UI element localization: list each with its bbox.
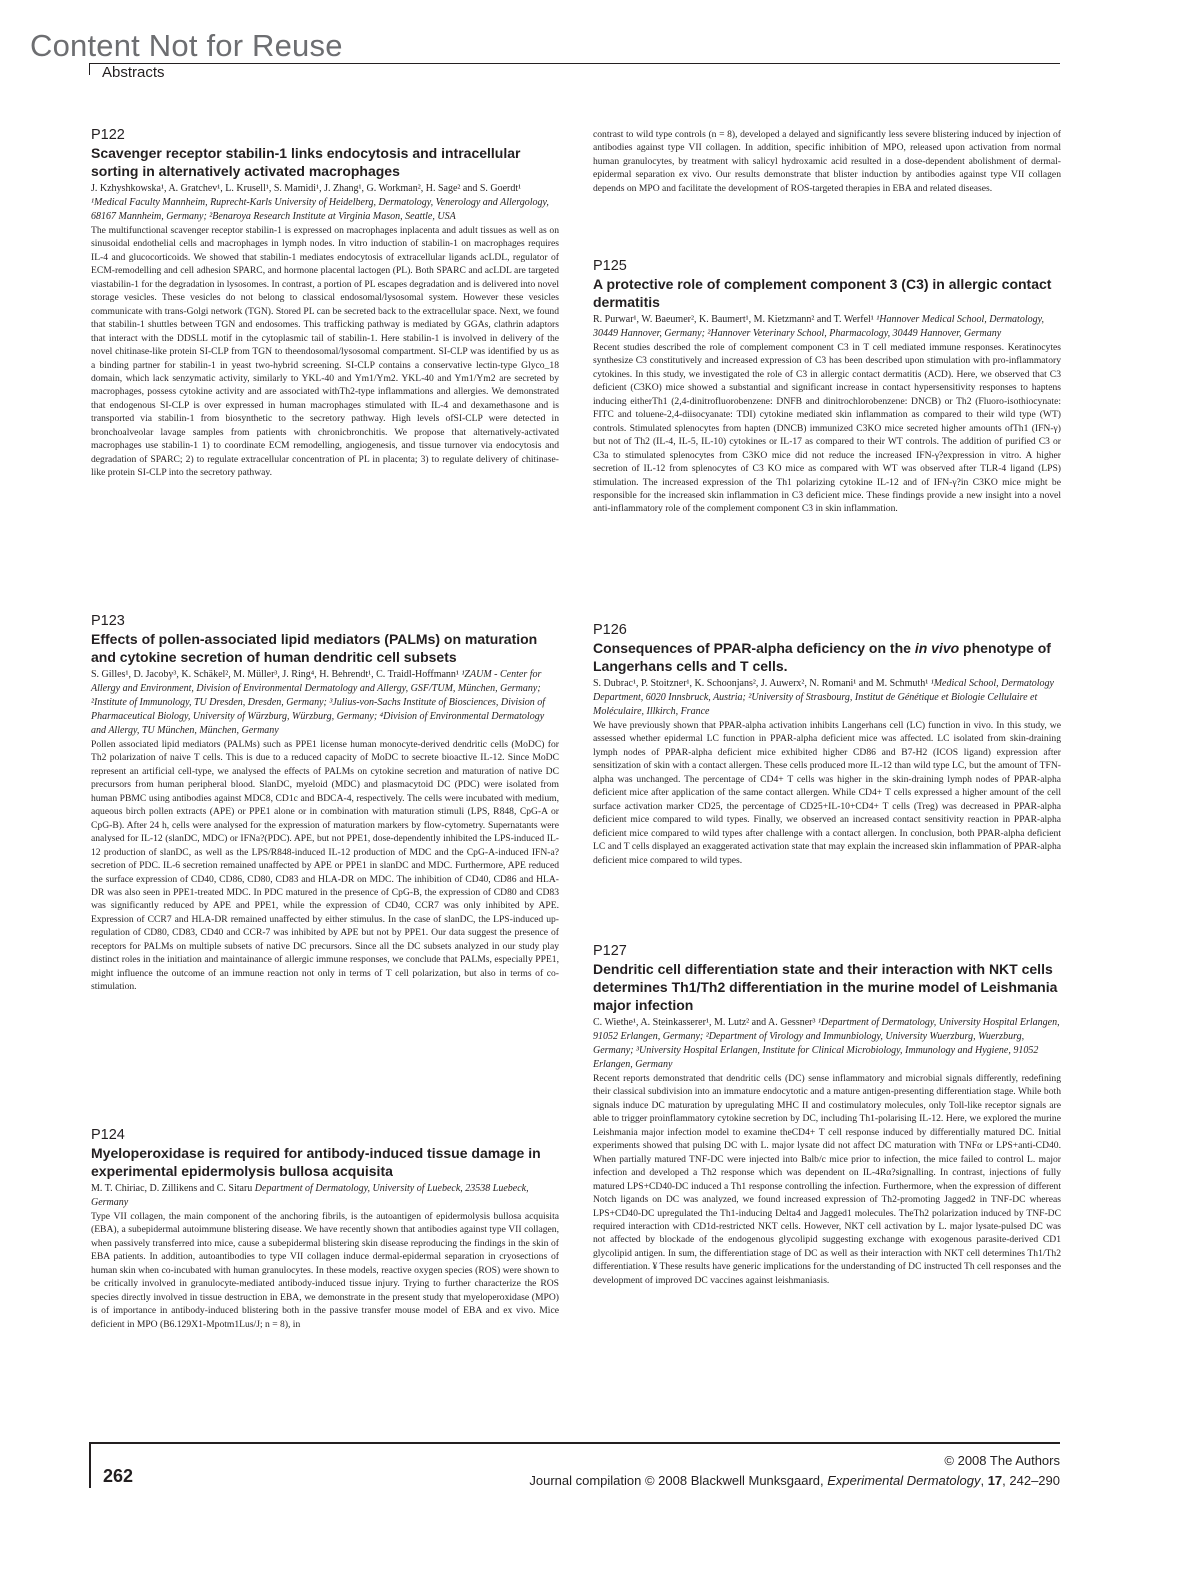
abstract-title [593,639,1061,675]
affiliations: Department of Dermatology, University of Luebeck, 23538 Luebeck, Germany [91,1183,529,1208]
title-part: phenotype of Langerhans cells and T cells. [593,640,1051,674]
abstract-authors [593,677,1061,719]
abstract-p126 [593,622,1061,867]
affiliations: ¹Hannover Medical School, Dermatology, 30449 Hannover, Germany; ²Hannover Veterinary School, Pharmacology, 30449 Hannover, Germany [593,314,1044,339]
abstract-id: P124 [91,1127,125,1143]
author-list: M. T. Chiriac, D. Zillikens and C. Sitaru [91,1183,253,1194]
abstract-p125 [593,258,1061,516]
abstract-id: P122 [91,127,125,143]
title-italic: in vivo [914,640,960,656]
author-list: S. Dubrac¹, P. Stoitzner¹, K. Schoonjans², J. Auwerx², N. Romani¹ and M. Schmuth¹ [593,678,929,689]
watermark: Content Not for Reuse [30,28,343,63]
author-list: R. Purwar¹, W. Baeumer², K. Baumert¹, M. Kietzmann² and T. Werfel¹ [593,314,874,325]
continuation-body: contrast to wild type controls (n = 8), developed a delayed and significantly less severe blistering induced by injection of antibodies against type VII collagen. In addition, specific inhibition of MPO, released upon activation from normal human granulocytes, by treatment with salicyl hydroxamic acid resulted in a dose-dependent abolishment of dermal-epidermal separation ex vivo. Our results demonstrate that blister induction by antibodies against type VII collagen depends on MPO and facilitate the development of ROS-targeted therapies in EBA and related diseases. [593,129,1061,194]
abstract-p124-continuation [593,128,1061,195]
abstract-p124 [91,1127,559,1331]
affiliations: ¹Medical School, Dermatology Department, 6020 Innsbruck, Austria; ²University of Strasbourg, Institut de Génétique et Biologie Cellulaire et Moléculaire, Illkirch, France [593,678,1054,717]
journal-citation [529,1473,1060,1488]
abstract-body: Pollen associated lipid mediators (PALMs) such as PPE1 license human monocyte-derived dendritic cells (MoDC) for Th2 polarization of naive T cells. This is due to a reduced capacity of MoDC to secrete bioactive IL-12. Since MoDC represent an artificial cell-type, we analysed the effects of PALMs on cytokine secretion and maturation of native DC precursors from human peripheral blood. SlanDC, myeloid (MDC) and plasmacytoid DC (PDC) were isolated from human PBMC using antibodies against MDC8, CD1c and BDCA-4, respectively. The cells were incubated with medium, aqueous birch pollen extracts (APE) or PPE1 alone or in combination with maturation stimuli (LPS, R848, CpG-A or CpG-B). After 24 h, cells were analysed for the expression of maturation markers by flow-cytometry. Supernatants were analysed for IL-12 (slanDC, MDC) or IFNa?(PDC). APE, but not PPE1, dose-dependently inhibited the LPS-induced IL-12 production of slanDC, as well as the LPS/R848-induced IL-12 production of MDC and the CpG-A-induced IFN-a?secretion of PDC. IL-6 secretion remained unaffected by APE or PPE1 in slanDC and MDC. Furthermore, APE reduced the surface expression of CD40, CD86, CD80, CD83 and HLA-DR on MDC. The inhibition of CD40, CD86 and HLA-DR was also seen in PPE1-treated MDC. In PDC matured in the presence of CpG-B, the expression of CD80 and CD83 was significantly reduced by APE and PPE1, while the expression of CD40, CCR7 was only inhibited by APE. Expression of CCR7 and HLA-DR remained unaffected by either stimulus. In the case of slanDC, the LPS-induced up-regulation of CD80, CD83, CD40 and CCR-7 was inhibited by APE but not by PPE1. Our data suggest the presence of receptors for PALMs on multiple subsets of native DC precursors. Since all the DC subsets analyzed in our study play distinct roles in the initiation and maintainance of allergic immune responses, we conclude that PALMs, especially PPE1, might influence the outcome of an immune reaction not only in terms of T cell polarization, but also in terms of co-stimulation. [91,739,559,993]
abstract-title: Myeloperoxidase is required for antibody-induced tissue damage in experimental epidermolysis bullosa acquisita [91,1145,541,1179]
affiliations: ¹Medical Faculty Mannheim, Ruprecht-Karls University of Heidelberg, Dermatology, Venerology and Allergology, 68167 Mannheim, Germany; ²Benaroya Research Institute at Virginia Mason, Seattle, USA [91,197,549,222]
author-list: C. Wiethe¹, A. Steinkasserer¹, M. Lutz² and A. Gessner³ [593,1017,816,1028]
header-rule [89,63,1060,64]
abstract-p127 [593,943,1061,1287]
footer-tick [89,1442,91,1488]
header-tick [89,63,90,75]
abstract-authors [91,1182,559,1210]
footer-rule [89,1442,1060,1444]
abstract-p123 [91,613,559,994]
abstract-title: A protective role of complement component 3 (C3) in allergic contact dermatitis [593,276,1052,310]
copyright: © 2008 The Authors [944,1453,1060,1468]
abstract-id: P127 [593,943,627,959]
journal-sep: , [980,1473,988,1488]
abstract-body: Recent reports demonstrated that dendritic cells (DC) sense inflammatory and microbial signals differently, redefining their classical subdivision into an immature endocytotic and a mature antigen-presenting differentiation stage. While both signals induce DC maturation by upregulating MHC II and costimulatory molecules, only Toll-like receptor signals are able to trigger proinflammatory cytokine secretion by DC, including Th1-polarising IL-12. Here, we explored the murine Leishmania major infection model to examine theCD4+ T cell response induced by differentially matured DC. Initial experiments showed that pulsing DC with L. major lysate did not affect DC maturation with TNFα or LPS+anti-CD40. When partially matured TNF-DC were injected into Balb/c mice prior to infection, the mice failed to control L. major infection and developed a Th2 response which was dependent on IL-4Rα?signalling. In contrast, injections of fully matured LPS+CD40-DC induced a Th1 response controlling the infection. Furthermore, when the expression of different Notch ligands on DC was analyzed, we found increased expression of Th2-promoting Jagged2 in TNF-DC whereas LPS+CD40-DC upregulated the Th1-inducing Delta4 and Jagged1 molecules. TheTh2 polarization induced by TNF-DC required interaction with CD1d-restricted NKT cells. However, NKT cell activation by L. major lysate-pulsed DC was not affected by blockade of the endogenous glycolipid suggesting exchange with exogenous parasite-derived CD1 glycolipid antigen. In sum, the differentiation stage of DC as well as their interaction with NKT cell determines Th1/Th2 differentiation. ¥ These results have generic implications for the understanding of DC instructed Th cell responses and the development of improved DC vaccines against leishmaniasis. [593,1073,1061,1286]
page-number: 262 [103,1466,134,1486]
abstract-id: P125 [593,258,627,274]
abstract-body: Type VII collagen, the main component of the anchoring fibrils, is the autoantigen of epidermolysis bullosa acquisita (EBA), a subepidermal autoimmune blistering disease. We have recently shown that antibodies against type VII collagen, when passively transferred into mice, cause a subepidermal blistering skin disease reproducing the findings in the skin of EBA patients. In addition, autoantibodies to type VII collagen induce dermal-epidermal separation in cryosections of human skin when co-incubated with human granulocytes. In these models, reactive oxygen species (ROS) were shown to be critically involved in granulocyte-mediated antibody-induced tissue injury. Trying to further characterize the ROS species directly involved in tissue destruction in EBA, we demonstrate in the present study that myeloperoxidase (MPO) is of importance in antibody-induced blistering both in the passive transfer mouse model of EBA and ex vivo. Mice deficient in MPO (B6.129X1-Mpotm1Lus/J; n = 8), in [91,1211,559,1330]
author-list: S. Gilles¹, D. Jacoby³, K. Schäkel², M. Müller³, J. Ring⁴, H. Behrendt¹, C. Traidl-Hoffmann¹ [91,669,459,680]
abstract-id: P126 [593,622,627,638]
journal-prefix: Journal compilation © 2008 Blackwell Munksgaard, [529,1473,828,1488]
abstract-authors [593,313,1061,341]
abstract-body: Recent studies described the role of complement component C3 in T cell mediated immune responses. Keratinocytes synthesize C3 constitutively and increased expression of C3 has been described upon stimulation with pro-inflammatory cytokines. In this study, we investigated the role of C3 in allergic contact dermatitis (ACD). Here, we observed that C3 deficient (C3KO) mice showed a substantial and significant increase in contact hypersensitivity responses to haptens inducing eitherTh1 (2,4-dinitrofluorobenzene: DNFB and dinitrochlorobenzene: DNCB) or Th2 (Fluoro-isothiocynate: FITC and toluene-2,4-diisocyanate: TDI) cytokine mediated skin inflammation as compared to their wild type (WT) controls. Stimulated splenocytes from hapten (DNCB) immunized C3KO mice secreted higher amounts ofTh1 (IFN-γ) but not of Th2 (IL-4, IL-5, IL-10) cytokines or IL-17 as compared to their WT controls. The addition of purified C3 or C3a to stimulated splenocytes from C3KO mice did not reduce the increased IFN-γ?expression in vitro. A higher secretion of IL-12 from splenocytes of C3 KO mice as compared with WT was observed after TLR-4 ligand (LPS) stimulation. The increased expression of the Th1 polarizing cytokine IL-12 and of IFN-γ?in C3KO mice might be responsible for the increased skin inflammation in C3 deficient mice. These findings provide a new insight into a novel anti-inflammatory role of the complement component C3 in skin inflammation. [593,342,1061,515]
affiliations: ¹Department of Dermatology, University Hospital Erlangen, 91052 Erlangen, Germany; ²Department of Virology and Immunbiology, University Wuerzburg, Wuerzburg, Germany; ³University Hospital Erlangen, Institute for Clinical Microbiology, Immunology and Hygiene, 91052 Erlangen, Germany [593,1017,1060,1070]
title-part: Consequences of PPAR-alpha deficiency on the [593,640,915,656]
abstract-title: Scavenger receptor stabilin-1 links endocytosis and intracellular sorting in alternatively activated macrophages [91,145,521,179]
affiliations: ¹ZAUM - Center for Allergy and Environment, Division of Environmental Dermatology and Allergy, GSF/TUM, München, Germany; ²Institute of Immunology, TU Dresden, Dresden, Germany; ³Julius-von-Sachs Institute of Biosciences, Division of Pharmaceutical Biology, University of Würzburg, Würzburg, Germany; ⁴Division of Environmental Dermatology and Allergy, TU München, München, Germany [91,669,546,736]
abstract-authors [593,1016,1061,1072]
abstract-body: We have previously shown that PPAR-alpha activation inhibits Langerhans cell (LC) function in vivo. In this study, we assessed whether epidermal LC function in PPAR-alpha deficient mice was affected. LC isolated from skin-draining lymph nodes of PPAR-alpha deficient mice exhibited higher CD86 and B7-H2 (ICOS ligand) expression after sensitization of skin with a contact allergen. These cells produced more IL-12 than wild type LC, but the amount of TFN-alpha was unchanged. The percentage of CD4+ T cells was higher in the skin-draining lymph nodes of PPAR-alpha deficient mice after application of the same contact allergen. While CD4+ T cells expressed a higher amount of the cell surface activation marker CD25, the percentage of CD25+IL-10+CD4+ T cells (Treg) was decreased in PPAR-alpha deficient mice compared to wild types. Finally, we observed an increased contact sensitivity reaction in PPAR-alpha deficient mice compared to wild types after challenge with a contact allergen. In conclusion, both PPAR-alpha deficient LC and T cells displayed an exaggerated activation state that may explain the increased skin inflammation of PPAR-alpha deficient mice compared to wild types. [593,720,1061,866]
section-label: Abstracts [102,64,165,81]
abstract-authors [91,182,559,224]
journal-pages: , 242–290 [1002,1473,1060,1488]
abstract-title: Dendritic cell differentiation state and their interaction with NKT cells determines Th1/Th2 differentiation in the murine model of Leishmania major infection [593,961,1058,1013]
abstract-authors [91,668,559,738]
journal-name: Experimental Dermatology [827,1473,981,1488]
journal-volume: 17 [987,1473,1003,1488]
abstract-p122 [91,127,559,480]
abstract-body: The multifunctional scavenger receptor stabilin-1 is expressed on macrophages inplacenta and adult tissues as well as on sinusoidal endothelial cells and macrophages in lymph nodes. In vitro induction of stabilin-1 on macrophages requires IL-4 and glucocorticoids. We showed that stabilin-1 mediates endocytosis of extracellular ligands acLDL, regulator of ECM-remodelling and cell adhesion SPARC, and hormone placental lactogen (PL). Both SPARC and acLDL are targeted viastabilin-1 for the degradation in lysosomes. In contrast, a portion of PL escapes degradation and is delivered into novel storage vesicles. These vesicles do not belong to classical endosomal/lysosomal system. However these vesicles communicate with trans-Golgi network (TGN). Stored PL can be secreted back to the extracellular space. Next, we found that stabilin-1 shuttles between TGN and endosomes. This trafficking pathway is mediated by GGAs, clathrin adaptors that interact with the DDSLL motif in the cytoplasmic tail of stabilin-1. Here stabilin-1 is involved in delivery of the novel chitinase-like protein SI-CLP from TGN to theendosomal/lysosomal compartment. SI-CLP was identified by us as a binding partner for stabilin-1 in yeast two-hybrid screening. SI-CLP contains a conservative lectin-type Glyco_18 domain, which lack senzymatic activity, similarly to YKL-40 and Ym1/Ym2. YKL-40 and Ym1/Ym2 are secreted by macrophages, possess cytokine activity and are associated withTh2-type inflammations and allergies. We demonstrated that endogenous SI-CLP is over expressed in human macrophages stimulated with IL-4 and dexamethasone and is transported via stabilin-1 from biosynthetic to the secretory pathway. High levels ofSI-CLP were detected in bronchoalveolar lavage samples from patients with chronicbronchitis. We propose that alternatively-activated macrophages use stabilin-1 1) to coordinate ECM remodelling, angiogenesis, and tissue turnover via endocytosis and degradation of SPARC; 2) to regulate extracellular concentration of PL in placenta; 3) to regulate delivery of chitinase-like protein SI-CLP into the secretory pathway. [91,225,559,479]
abstract-id: P123 [91,613,125,629]
author-list: J. Kzhyshkowska¹, A. Gratchev¹, L. Krusell¹, S. Mamidi¹, J. Zhang¹, G. Workman², H. Sage² and S. Goerdt¹ [91,183,522,194]
abstract-title: Effects of pollen-associated lipid mediators (PALMs) on maturation and cytokine secretion of human dendritic cell subsets [91,631,538,665]
